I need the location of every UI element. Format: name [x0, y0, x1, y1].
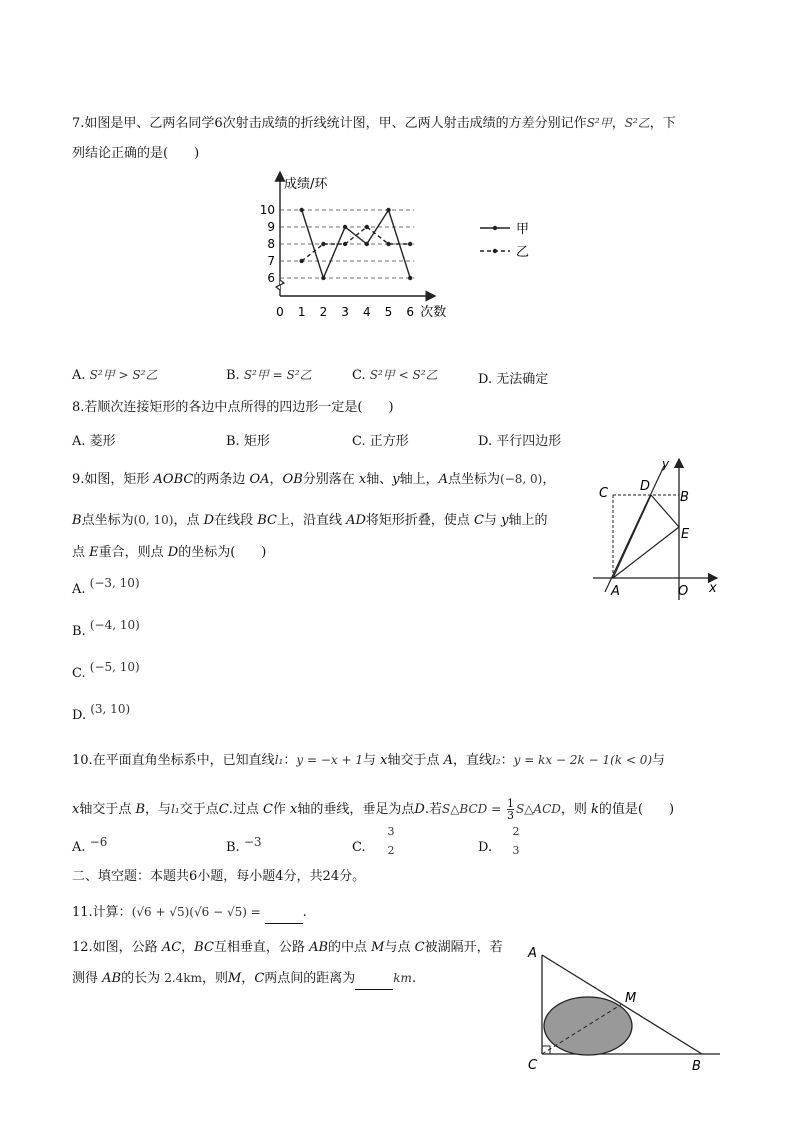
- label-c: C: [599, 486, 609, 501]
- q10-stem-line1: 10.在平面直角坐标系中，已知直线l₁：y = −x + 1与 x轴交于点 A，直线l₂：y = kx − 2k − 1(k < 0)与: [72, 753, 666, 768]
- chart-y-tick: 6: [267, 271, 275, 285]
- q10-stem-line2: x轴交于点 B，与l₁交于点C.过点 C作 x轴的垂线，垂足为点D.若S△BCD = $\frac{1}{3}$ S△ACD，则 k的值是( ): [72, 797, 675, 822]
- chart-point-jia: [408, 276, 412, 280]
- q12-figure: [522, 940, 727, 1075]
- q8-option-a[interactable]: A. 菱形: [72, 434, 116, 449]
- q7-option-c[interactable]: C. S²甲 < S²乙: [352, 368, 438, 383]
- label-b: B: [680, 490, 689, 505]
- chart-legend-label: 乙: [516, 245, 530, 260]
- q10-option-b[interactable]: B. −3: [226, 835, 262, 855]
- fold-line-ad: [613, 495, 651, 578]
- q12-stem-line1: 12.如图，公路 AC，BC互相垂直，公路 AB的中点 M与点 C被湖隔开，若: [72, 940, 503, 955]
- label-o: O: [678, 584, 689, 599]
- q9-figure: [585, 455, 725, 603]
- segment-de: [651, 495, 679, 527]
- chart-x-tick: 2: [319, 305, 328, 319]
- q7-option-d[interactable]: D. 无法确定: [478, 372, 549, 387]
- chart-point-yi: [365, 225, 369, 229]
- label-b: B: [692, 1059, 701, 1074]
- label-a: A: [611, 584, 620, 599]
- chart-point-yi: [321, 242, 325, 246]
- chart-x-tick: 6: [406, 305, 415, 319]
- label-y: y: [662, 457, 670, 471]
- chart-point-jia: [343, 225, 347, 229]
- chart-x-tick: 3: [341, 305, 349, 319]
- chart-point-jia: [386, 208, 390, 212]
- fraction-one-third: $\frac{1}{3}$: [506, 797, 514, 822]
- label-c: C: [528, 1058, 538, 1073]
- chart-point-jia: [365, 242, 369, 246]
- q9-option-c[interactable]: C. (−5, 10): [72, 660, 140, 681]
- variance-yi: S²乙: [624, 116, 650, 130]
- q7-option-a[interactable]: A. S²甲 > S²乙: [72, 368, 158, 383]
- chart-point-yi: [386, 242, 390, 246]
- chart-y-tick: 8: [267, 237, 275, 251]
- q7-stem-line1: 7.如图是甲、乙两名同学6次射击成绩的折线统计图，甲、乙两人射击成绩的方差分别记作S²甲，S²乙，下: [72, 116, 676, 131]
- q8-option-d[interactable]: D. 平行四边形: [478, 434, 562, 449]
- q9-stem-line3: 点 E重合，则点 D的坐标为( ): [72, 545, 267, 560]
- q9-option-b[interactable]: B. (−4, 10): [72, 618, 140, 639]
- q8-stem: 8.若顺次连接矩形的各边中点所得的四边形一定是( ): [72, 400, 394, 415]
- label-x: x: [709, 581, 717, 596]
- chart-legend-label: 甲: [516, 222, 530, 237]
- chart-legend-marker: [493, 226, 497, 230]
- chart-xlabel: 次数: [420, 305, 447, 320]
- chart-legend-marker: [493, 249, 497, 253]
- q12-stem-line2: 测得 AB的长为 2.4km，则M，C两点间的距离为 km.: [72, 967, 416, 990]
- chart-point-yi: [408, 242, 412, 246]
- q8-option-b[interactable]: B. 矩形: [226, 434, 270, 449]
- section-2-heading: 二、填空题：本题共6小题，每小题4分，共24分。: [72, 869, 366, 884]
- chart-point-jia: [321, 276, 325, 280]
- q12-answer-blank[interactable]: [355, 975, 393, 990]
- chart-axis-break: [276, 280, 284, 290]
- chart-y-tick: 9: [267, 220, 275, 234]
- q7-option-b[interactable]: B. S²甲 = S²乙: [226, 368, 312, 383]
- chart-x-tick: 1: [297, 305, 306, 319]
- q9-stem-line2: B点坐标为(0, 10)，点 D在线段 BC上，沿直线 AD将矩形折叠，使点 C与 y轴上的: [72, 513, 548, 528]
- chart-y-tick: 7: [267, 254, 275, 268]
- q8-option-c[interactable]: C. 正方形: [352, 434, 409, 449]
- q11-stem: 11.计算：(√6 + √5)(√6 − √5) = .: [72, 901, 307, 924]
- variance-jia: S²甲: [586, 116, 612, 130]
- chart-point-yi: [300, 259, 304, 263]
- label-m: M: [625, 991, 637, 1006]
- q10-option-d[interactable]: D.: [478, 840, 493, 855]
- chart-x-tick: 0: [276, 305, 284, 319]
- q9-option-a[interactable]: A. (−3, 10): [72, 576, 140, 597]
- q10-option-c[interactable]: C.: [352, 840, 366, 855]
- chart-x-tick: 5: [384, 305, 393, 319]
- label-d: D: [640, 479, 651, 494]
- chart-point-yi: [343, 242, 347, 246]
- chart-ylabel: 成绩/环: [284, 177, 328, 192]
- q7-line-chart: [255, 168, 545, 328]
- q11-answer-blank[interactable]: [265, 909, 303, 924]
- chart-x-tick: 4: [362, 305, 371, 319]
- q10-option-d-fraction: 2 3: [512, 825, 520, 857]
- q9-stem-line1: 9.如图，矩形 AOBC的两条边 OA，OB分别落在 x轴、y轴上，A点坐标为(−8, 0)，: [72, 472, 556, 487]
- chart-point-jia: [300, 208, 304, 212]
- q10-option-a[interactable]: A. −6: [72, 835, 108, 855]
- q7-stem-line2: 列结论正确的是( ): [72, 146, 200, 161]
- chart-y-tick: 10: [259, 203, 275, 217]
- extended-line: [605, 466, 664, 592]
- label-e: E: [681, 527, 690, 542]
- q9-option-d[interactable]: D. (3, 10): [72, 702, 131, 723]
- label-a: A: [528, 946, 537, 961]
- lake: [544, 997, 632, 1055]
- q10-option-c-fraction: 3 2: [387, 825, 395, 857]
